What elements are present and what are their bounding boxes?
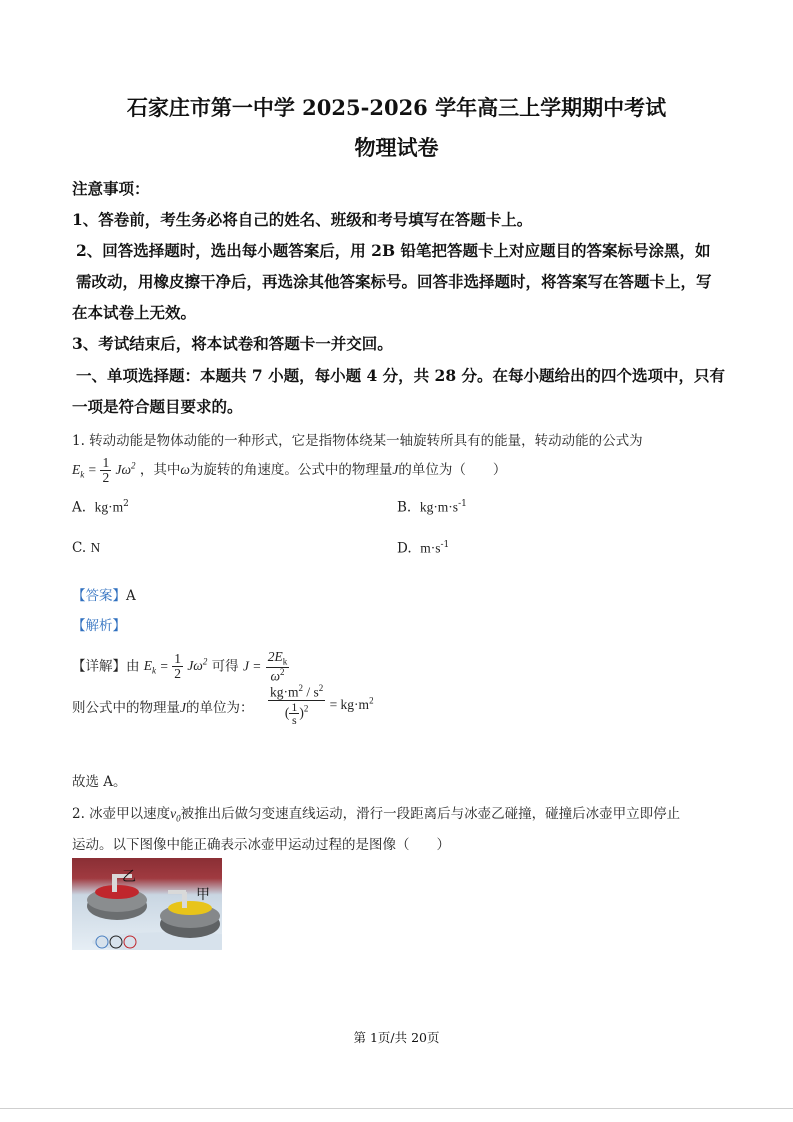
q2-v0: $v_0$: [170, 806, 181, 824]
page-bottom-divider: [0, 1108, 793, 1109]
q1-option-c[interactable]: C. N: [72, 540, 101, 556]
q1-detail-line: 【详解】由 $E_k$ = $\frac{1}{2}$ $J\omega^2$ 可得 J = $\frac{2E_k}{\omega^2}$: [72, 649, 288, 684]
notes-item-3: 3、考试结束后，将本试卷和答题卡一并交回。: [72, 334, 393, 353]
analysis-tag: 【解析】: [72, 618, 126, 634]
q1-j-symbol: J: [392, 462, 399, 478]
q1-omega: ω: [180, 462, 190, 478]
q1-option-b[interactable]: B. $kg\cdot m\cdot s^{-1}$: [397, 499, 467, 516]
stone-label-jia: 甲: [196, 887, 210, 903]
detail-fraction-1: $\frac{1}{2}$: [174, 651, 182, 682]
q1-unit-line: 则公式中的物理量J的单位为：: [72, 700, 254, 716]
detail-fraction-2: $\frac{2E_k}{\omega^2}$: [267, 649, 288, 684]
q1-unit-derivation: $kg\cdot m^2 / s^2$ ( $\frac{1}{s}$ )$^2$ = $kg\cdot m^2$: [270, 683, 374, 728]
q1-answer: [72, 584, 136, 604]
notes-item-2-line1: 2、回答选择题时，选出每小题答案后，用 2B 铅笔把答题卡上对应题目的答案标号涂黑，如: [76, 241, 711, 260]
q1-text-line1: 1. 转动动能是物体动能的一种形式，它是指物体绕某一轴旋转所具有的能量，转动动能的公式为: [72, 433, 643, 449]
curling-photo: [72, 858, 222, 950]
q1-option-d[interactable]: D. $m\cdot s^{-1}$: [397, 540, 450, 557]
notes-heading: 注意事项：: [72, 179, 150, 198]
curling-stones-image: [72, 858, 222, 950]
page-subtitle: 物理试卷: [354, 135, 439, 160]
notes-item-2-line3: 在本试卷上无效。: [72, 303, 197, 322]
q1-formula-fraction: $\frac{1}{2}$: [102, 455, 110, 486]
q1-conclusion: 故选 A。: [72, 774, 127, 790]
notes-item-1: 1、答卷前，考生务必将自己的姓名、班级和考号填写在答题卡上。: [72, 210, 533, 229]
section1-line1: 一、单项选择题：本题共 7 小题，每小题 4 分，共 28 分。在每小题给出的四个选项中，只有: [76, 366, 726, 385]
q2-text-line2: 运动。以下图像中能正确表示冰壶甲运动过程的是图像（ ）: [72, 837, 450, 853]
page-title: 石家庄市第一中学 2025-2026 学年高三上学期期中考试: [126, 95, 667, 120]
unit-fraction: $kg\cdot m^2 / s^2$ ( $\frac{1}{s}$ )$^2$: [270, 683, 324, 728]
section1-line2: 一项是符合题目要求的。: [72, 397, 243, 416]
page-number: 第 1页/共 20页: [353, 1030, 440, 1045]
q1-option-a[interactable]: A. $kg\cdot m^2$: [72, 499, 129, 516]
answer-value: A: [126, 588, 136, 604]
q1-formula-rest: $J\omega^2$: [115, 460, 136, 478]
q1-formula-line: $E_k$ = $\frac{1}{2}$ $J\omega^2$ ，其中ω为旋转的角速度。公式中的物理量J的单位为（ ）: [72, 455, 507, 486]
detail-tag: 【详解】: [72, 658, 126, 675]
q2-text-line1: 2. 冰壶甲以速度$v_0$被推出后做匀变速直线运动，滑行一段距离后与冰壶乙碰撞，碰撞后冰壶甲立即停止: [72, 806, 681, 824]
q1-formula-ek: $E_k$: [72, 462, 85, 480]
answer-tag: 【答案】: [72, 588, 126, 604]
stone-label-yi: 乙: [122, 869, 136, 885]
notes-item-2-line2: 需改动，用橡皮擦干净后，再选涂其他答案标号。回答非选择题时，将答案写在答题卡上，写: [76, 272, 712, 291]
